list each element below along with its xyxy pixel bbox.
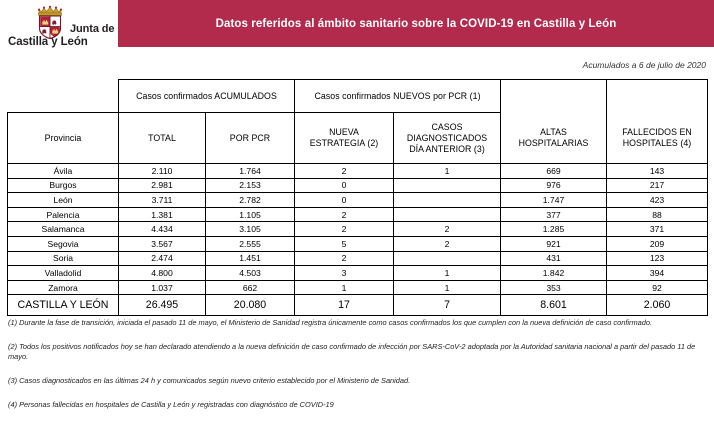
cell-por-pcr: 2.782	[206, 193, 295, 208]
logo-text-line2: Castilla y León	[8, 36, 88, 48]
page-header	[0, 0, 714, 47]
footnotes	[8, 318, 706, 424]
cell-provincia: Ávila	[8, 164, 119, 179]
cell-por-pcr: 662	[206, 280, 295, 295]
cell-casos-dia-anterior: 2	[394, 222, 501, 237]
cell-total: 4.800	[119, 266, 206, 281]
logo-text-line1: Junta de	[70, 23, 115, 35]
cell-nueva-estrategia: 2	[295, 207, 394, 222]
cell-total: 2.110	[119, 164, 206, 179]
total-cell-altas: 8.601	[501, 295, 607, 316]
table-row	[8, 207, 708, 222]
total-cell-casos-dia-anterior: 7	[394, 295, 501, 316]
cell-altas: 1.285	[501, 222, 607, 237]
group-header-blank-altas	[501, 80, 607, 113]
cell-altas: 669	[501, 164, 607, 179]
page-title: Datos referidos al ámbito sanitario sobre la COVID-19 en Castilla y León	[215, 17, 617, 30]
cell-altas: 377	[501, 207, 607, 222]
column-header-casos-diag-line3: DÍA ANTERIOR (3)	[409, 143, 485, 154]
table-row	[8, 193, 708, 208]
cell-total: 1.037	[119, 280, 206, 295]
cell-provincia: Segovia	[8, 236, 119, 251]
cell-nueva-estrategia: 0	[295, 178, 394, 193]
cell-provincia: Valladolid	[8, 266, 119, 281]
cell-fallecidos: 88	[607, 207, 708, 222]
cell-casos-dia-anterior: 1	[394, 164, 501, 179]
cell-fallecidos: 209	[607, 236, 708, 251]
column-header-fallecidos-line2: HOSPITALES (4)	[622, 137, 692, 148]
footnote-2: (2) Todos los positivos notificados hoy se han declarado atendiendo a la nueva definición de caso confirmado de infección por SARS-CoV-2 adoptada por la Autoridad sanitaria nacional a partir del pasado 11 de mayo.	[8, 342, 696, 361]
cell-total: 3.711	[119, 193, 206, 208]
table-row	[8, 236, 708, 251]
cell-por-pcr: 1.451	[206, 251, 295, 266]
total-label: CASTILLA Y LEÓN	[8, 295, 119, 316]
footnote-1: (1) Durante la fase de transición, iniciada el pasado 11 de mayo, el Ministerio de Sanidad registra únicamente como casos confirmados los que cumplen con la nueva definición de caso confirmado.	[8, 318, 653, 327]
cell-total: 1.381	[119, 207, 206, 222]
cell-provincia: Salamanca	[8, 222, 119, 237]
cell-provincia: Zamora	[8, 280, 119, 295]
cell-nueva-estrategia: 2	[295, 164, 394, 179]
total-cell-nueva-estrategia: 17	[295, 295, 394, 316]
group-header-nuevos-pcr: Casos confirmados NUEVOS por PCR (1)	[295, 80, 501, 113]
cell-altas: 1.747	[501, 193, 607, 208]
column-header-nueva-estrategia-line2: ESTRATEGIA (2)	[309, 138, 379, 148]
footnote-4: (4) Personas fallecidas en hospitales de Castilla y León y registradas con diagnóstico de COVID-19	[8, 400, 334, 409]
cell-fallecidos: 92	[607, 280, 708, 295]
column-header-por-pcr: POR PCR	[206, 113, 295, 164]
cell-casos-dia-anterior: 1	[394, 266, 501, 281]
cell-por-pcr: 1.105	[206, 207, 295, 222]
cell-total: 2.474	[119, 251, 206, 266]
column-header-total: TOTAL	[119, 113, 206, 164]
cell-provincia: Burgos	[8, 178, 119, 193]
table-group-header-row	[8, 80, 708, 113]
cell-nueva-estrategia: 2	[295, 222, 394, 237]
accumulated-date-label: Acumulados a 6 de julio de 2020	[582, 60, 706, 70]
cell-casos-dia-anterior	[394, 193, 501, 208]
cell-total: 2.981	[119, 178, 206, 193]
footnote-3: (3) Casos diagnosticados en las últimas 24 h y comunicados según nuevo criterio establecido por el Ministerio de Sanidad.	[8, 376, 411, 385]
column-header-altas-line1: ALTAS	[540, 126, 567, 137]
group-header-blank-fallecidos	[607, 80, 708, 113]
column-header-altas-line2: HOSPITALARIAS	[518, 137, 589, 148]
cell-fallecidos: 394	[607, 266, 708, 281]
cell-fallecidos: 371	[607, 222, 708, 237]
cell-total: 4.434	[119, 222, 206, 237]
cell-casos-dia-anterior	[394, 251, 501, 266]
junta-castilla-y-leon-logo	[6, 3, 116, 51]
column-header-fallecidos-hospitales	[607, 113, 708, 164]
cell-nueva-estrategia: 3	[295, 266, 394, 281]
table-row	[8, 280, 708, 295]
cell-fallecidos: 123	[607, 251, 708, 266]
column-header-nueva-estrategia	[295, 113, 394, 164]
total-cell-total: 26.495	[119, 295, 206, 316]
cell-por-pcr: 4.503	[206, 266, 295, 281]
total-cell-fallecidos: 2.060	[607, 295, 708, 316]
cell-altas: 976	[501, 178, 607, 193]
table-column-header-row	[8, 113, 708, 164]
covid-data-table	[7, 79, 708, 316]
cell-por-pcr: 3.105	[206, 222, 295, 237]
column-header-casos-diag-line1: CASOS	[431, 121, 463, 132]
column-header-casos-diagnosticados	[394, 113, 501, 164]
table-row	[8, 178, 708, 193]
table-row	[8, 164, 708, 179]
cell-casos-dia-anterior	[394, 178, 501, 193]
cell-nueva-estrategia: 2	[295, 251, 394, 266]
coat-of-arms-icon	[32, 5, 68, 39]
cell-altas: 353	[501, 280, 607, 295]
table-row	[8, 266, 708, 281]
table-row	[8, 222, 708, 237]
table-total-row	[8, 295, 708, 316]
column-header-altas-hospitalarias	[501, 113, 607, 164]
cell-provincia: León	[8, 193, 119, 208]
cell-fallecidos: 423	[607, 193, 708, 208]
table-row	[8, 251, 708, 266]
cell-total: 3.567	[119, 236, 206, 251]
cell-altas: 921	[501, 236, 607, 251]
cell-nueva-estrategia: 1	[295, 280, 394, 295]
cell-casos-dia-anterior: 2	[394, 236, 501, 251]
total-cell-por-pcr: 20.080	[206, 295, 295, 316]
column-header-fallecidos-line1: FALLECIDOS EN	[622, 126, 692, 137]
group-header-acumulados: Casos confirmados ACUMULADOS	[119, 80, 295, 113]
column-header-nueva-estrategia-line1: NUEVA	[329, 127, 359, 137]
cell-por-pcr: 1.764	[206, 164, 295, 179]
column-header-casos-diag-line2: DIAGNOSTICADOS	[406, 132, 488, 143]
cell-fallecidos: 143	[607, 164, 708, 179]
cell-nueva-estrategia: 0	[295, 193, 394, 208]
cell-fallecidos: 217	[607, 178, 708, 193]
cell-por-pcr: 2.153	[206, 178, 295, 193]
cell-nueva-estrategia: 5	[295, 236, 394, 251]
cell-casos-dia-anterior	[394, 207, 501, 222]
column-header-provincia: Provincia	[8, 113, 119, 164]
cell-provincia: Soria	[8, 251, 119, 266]
cell-altas: 431	[501, 251, 607, 266]
cell-casos-dia-anterior: 1	[394, 280, 501, 295]
cell-altas: 1.842	[501, 266, 607, 281]
cell-por-pcr: 2.555	[206, 236, 295, 251]
group-header-blank-left	[8, 80, 119, 113]
cell-provincia: Palencia	[8, 207, 119, 222]
